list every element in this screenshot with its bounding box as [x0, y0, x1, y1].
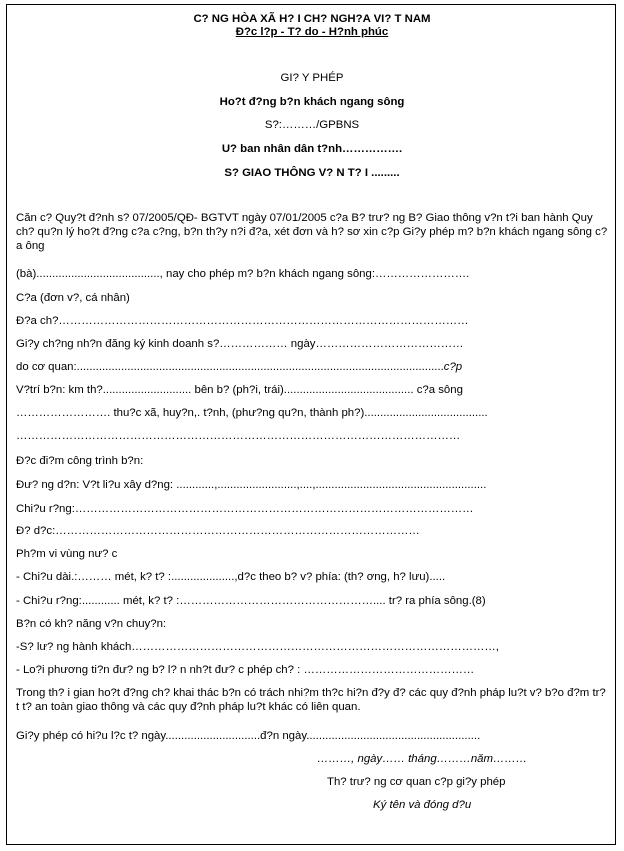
line-issuer-text: do cơ quan:.................................................................................................................... [16, 361, 444, 373]
document-number: S?:………/GPBNS [264, 119, 360, 131]
line-road: Đư? ng d?n: V?t li?u xây d?ng: ............,.........................,....,...................................................... [16, 479, 487, 491]
authority-line-2: S? GIAO THÔNG V? N T? I ......... [224, 167, 400, 179]
signature-title: Th? trư? ng cơ quan c?p gi?y phép [327, 776, 506, 788]
line-features: Đ?c đi?m công trình b?n: [16, 455, 144, 467]
line-wide: - Chi?u r?ng:............ mét, k? t? :…………………………………………….... tr? ra phía sông.(8) [16, 595, 486, 607]
line-blank: ……………………………………………………………………………………………………… [16, 430, 461, 442]
document-subject: Ho?t đ?ng b?n khách ngang sông [219, 96, 405, 108]
preamble: Căn c? Quy?t đ?nh s? 07/2005/QĐ- BGTVT ngày 07/01/2005 c?a B? trư? ng B? Giao thông v?n t?i ban hành Quy ch? qu?n lý ho?t đ?ng c?a c?ng, b?n th?y n?i đ?a, xét đơn và h? sơ xin c?p Gi?y phép m? b?n khách ngang sông c?a ông [16, 212, 608, 252]
line-validity: Gi?y phép có hi?u l?c t? ngày..............................đ?n ngày....................................................... [16, 730, 481, 742]
document-type: GI? Y PHÉP [280, 72, 344, 84]
license-document [6, 4, 616, 845]
signature-note: Ký tên và đóng d?u [373, 799, 472, 811]
line-passengers: -S? lư? ng hành khách……………………………………………………………………………………, [16, 641, 499, 653]
line-issuer-end: c?p [443, 361, 463, 373]
line-address: Đ?a ch?……………………………………………………………………………………………… [16, 315, 469, 327]
line-duty: Trong th? i gian ho?t đ?ng ch? khai thác b?n có trách nhi?m th?c hi?n đ?y đ? các quy đ?nh pháp lu?t v? b?o đ?m tr?t t? an toàn giao thông và các quy đ?nh pháp lu?t khác có liên quan. [16, 687, 606, 713]
line-vehicle: - Lo?i phương ti?n đư? ng b? l? n nh?t đư? c phép ch? : ……………………………………… [16, 664, 475, 676]
line-location: V?trí b?n: km th?............................ bên b? (ph?i, trái)......................................... c?a sông [16, 384, 463, 396]
line-width: Chi?u r?ng:…………………………………………………………………………………………… [16, 503, 474, 515]
national-title: C? NG HÒA XÃ H? I CH? NGH?A VI? T NAM [193, 13, 431, 25]
line-slope: Đ? d?c:…………………………………………………………………………………… [16, 525, 420, 537]
authority-line-1: U? ban nhân dân t?nh……………. [221, 143, 403, 155]
line-length: - Chi?u dài.:……… mét, k? t? :....................,d?c theo b? v? phía: (th? ơng, h? lưu)..... [16, 571, 446, 583]
line-business-license: Gi?y ch?ng nh?n đăng ký kinh doanh s?……………… ngày………………………………… [16, 338, 464, 350]
line-commune: ……………………. thu?c xã, huy?n,. t?nh, (phư?ng qu?n, thành ph?)....................................... [16, 407, 488, 419]
line-ba: (bà)......................................., nay cho phép m? b?n khách ngang sông:……………………. [16, 268, 470, 280]
line-capacity: B?n có kh? năng v?n chuy?n: [16, 618, 167, 630]
line-water-area: Ph?m vi vùng nư? c [16, 548, 118, 560]
line-issuer [16, 360, 608, 374]
motto: Đ?c l?p - T? do - H?nh phúc [235, 26, 389, 38]
signature-date: ………, ngày…… tháng………năm……… [317, 753, 528, 765]
line-owner: C?a (đơn v?, cá nhân) [16, 292, 130, 304]
